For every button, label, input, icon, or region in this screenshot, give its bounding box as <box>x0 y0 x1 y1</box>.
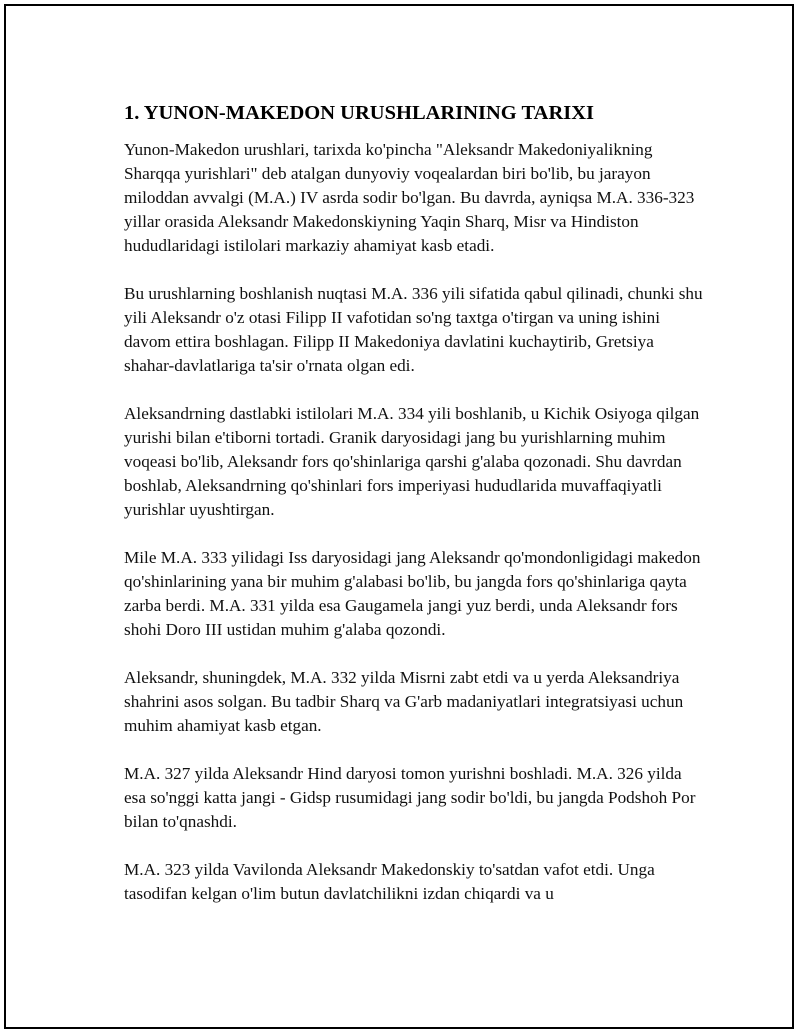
paragraph-2: Bu urushlarning boshlanish nuqtasi M.A. 336 yili sifatida qabul qilinadi, chunki shu yili Aleksandr o'z otasi Filipp II vafotidan so'ng taxtga o'tirgan va uning ishini davom ettira boshlagan. Filipp II Makedoniya davlatini kuchaytirib, Gretsiya shahar-davlatlariga ta'sir o'rnata olgan edi. <box>124 284 703 375</box>
paragraph-3: Aleksandrning dastlabki istilolari M.A. 334 yili boshlanib, u Kichik Osiyoga qilgan yurishi bilan e'tiborni tortadi. Granik daryosidagi jang bu yurishlarning muhim voqeasi bo'lib, Aleksandr fors qo'shinlariga qarshi g'alaba qozonadi. Shu davrdan boshlab, Aleksandrning qo'shinlari fors imperiyasi hududlarida muvaffaqiyatli yurishlar uyushtirgan. <box>124 404 700 519</box>
paragraph-5: Aleksandr, shuningdek, M.A. 332 yilda Misrni zabt etdi va u yerda Aleksandriya shahrini asos solgan. Bu tadbir Sharq va G'arb madaniyatlari integratsiyasi uchun muhim ahamiyat kasb etgan. <box>124 668 684 735</box>
paragraph-4: Mile M.A. 333 yilidagi Iss daryosidagi jang Aleksandr qo'mondonligidagi makedon qo'shinlarining yana bir muhim g'alabasi bo'lib, bu jangda fors qo'shinlariga qayta zarba berdi. M.A. 331 yilda esa Gaugamela jangi yuz berdi, unda Aleksandr fors shohi Doro III ustidan muhim g'alaba qozondi. <box>124 548 701 639</box>
page-frame <box>4 4 794 1029</box>
document-title: 1. YUNON-MAKEDON URUSHLARINING TARIXI <box>124 102 595 124</box>
paragraph-6: M.A. 327 yilda Aleksandr Hind daryosi tomon yurishni boshladi. M.A. 326 yilda esa so'nggi katta jangi - Gidsp rusumidagi jang sodir bo'ldi, bu jangda Podshoh Por bilan to'qnashdi. <box>124 764 696 831</box>
paragraph-1: Yunon-Makedon urushlari, tarixda ko'pincha "Aleksandr Makedoniyalikning Sharqqa yurishlari" deb atalgan dunyoviy voqealardan biri bo'lib, bu jarayon miloddan avvalgi (M.A.) IV asrda sodir bo'lgan. Bu davrda, ayniqsa M.A. 336-323 yillar orasida Aleksandr Makedonskiyning Yaqin Sharq, Misr va Hindiston hududlaridagi istilolari markaziy ahamiyat kasb etadi. <box>124 140 695 255</box>
paragraph-7: M.A. 323 yilda Vavilonda Aleksandr Makedonskiy to'satdan vafot etdi. Unga tasodifan kelgan o'lim butun davlatchilikni izdan chiqardi va u <box>124 860 655 903</box>
document-body <box>124 100 704 930</box>
